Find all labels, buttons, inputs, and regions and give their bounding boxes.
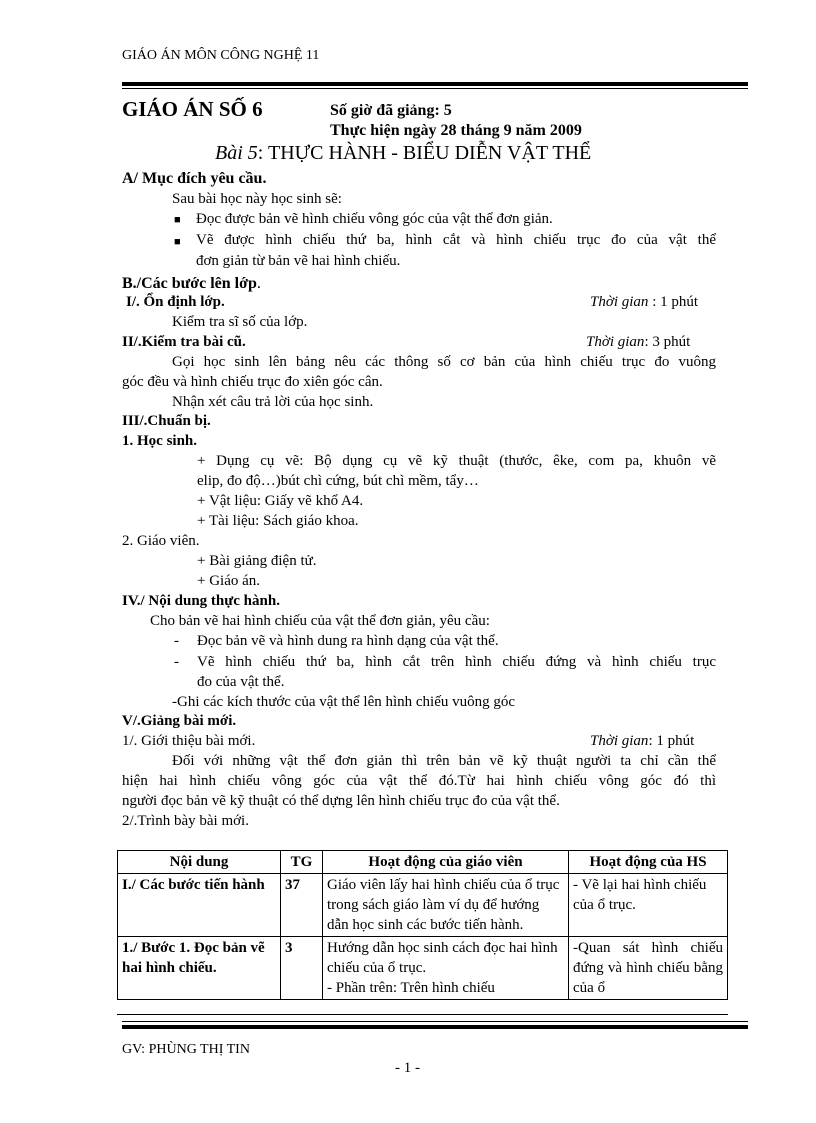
dash-icon: - (174, 654, 179, 670)
lesson-table (117, 850, 728, 1000)
col-header-student: Hoạt động của HS (569, 851, 728, 874)
course-header: GIÁO ÁN MÔN CÔNG NGHỆ 11 (122, 48, 320, 63)
bullet-icon: ■ (174, 214, 181, 226)
section-a-bullet-2: Vẽ được hình chiếu thứ ba, hình cắt và hình chiếu trục đo của vật thể (196, 232, 716, 248)
p4-item-2-cont: đo của vật thể. (197, 674, 285, 690)
table-clip (117, 850, 728, 1015)
p4-title: IV./ Nội dung thực hành. (122, 593, 280, 609)
p4-note: -Ghi các kích thước của vật thể lên hình chiếu vuông góc (172, 694, 516, 710)
p4-intro: Cho bản vẽ hai hình chiếu của vật thể đơn giản, yêu cầu: (150, 613, 490, 629)
p5-para-3: người đọc bản vẽ kỹ thuật có thể dựng lên hình chiếu trục đo của vật thể. (122, 793, 560, 809)
lesson-number: GIÁO ÁN SỐ 6 (122, 97, 263, 121)
section-a-bullet-2-cont: đơn giản từ bản vẽ hai hình chiếu. (196, 253, 401, 269)
lesson-title (215, 142, 591, 165)
row2-tg: 3 (281, 937, 323, 1000)
p5-time (590, 733, 694, 750)
p2-title: II/.Kiểm tra bài cũ. (122, 334, 246, 350)
p5-sub2: 2/.Trình bày bài mới. (122, 813, 249, 829)
p1-title: I/. Ổn định lớp. (126, 294, 225, 310)
lesson-title-text: : THỰC HÀNH - BIỂU DIỄN VẬT THỂ (257, 142, 592, 164)
p5-sub1: 1/. Giới thiệu bài mới. (122, 733, 256, 749)
teacher-item-1: + Bài giảng điện tử. (197, 553, 317, 569)
bullet-icon: ■ (174, 236, 181, 248)
section-b-heading (122, 275, 261, 293)
table-header-row (118, 851, 728, 874)
row2-student: -Quan sát hình chiếu đứng và hình chiếu bằng của ổ (569, 937, 728, 1000)
p2-time-label: Thời gian (586, 334, 645, 350)
row1-tg: 37 (281, 874, 323, 937)
teacher-item-2: + Giáo án. (197, 573, 261, 589)
table-row (118, 874, 728, 937)
footer-rule-thick (122, 1025, 748, 1029)
row2-teacher-line2: - Phần trên: Trên hình chiếu (327, 980, 495, 996)
section-b-heading-text: B./Các bước lên lớp (122, 275, 257, 292)
p2-time (586, 334, 690, 351)
header-rule-thick (122, 82, 748, 86)
p1-time-label: Thời gian (590, 294, 649, 310)
teacher-name: GV: PHÙNG THỊ TIN (122, 1042, 250, 1057)
students-item-1-cont: elip, đo độ…)bút chì cứng, bút chì mềm, tẩy… (197, 473, 479, 489)
p2-text-3: Nhận xét câu trả lời của học sinh. (172, 394, 374, 410)
p4-item-1: Đọc bản vẽ và hình dung ra hình dạng của vật thể. (197, 633, 499, 649)
p2-text-2: góc đều và hình chiếu trục đo xiên góc cân. (122, 374, 383, 390)
p5-para-2: hiện hai hình chiếu vông góc của vật thể đó.Từ hai hình chiếu vông góc đó thì (122, 773, 716, 789)
p1-time (590, 294, 698, 311)
lesson-date: Thực hiện ngày 28 tháng 9 năm 2009 (330, 122, 582, 139)
row1-content: I./ Các bước tiến hành (118, 874, 281, 937)
col-header-tg: TG (281, 851, 323, 874)
row2-content: 1./ Bước 1. Đọc bản vẽ hai hình chiếu. (118, 937, 281, 1000)
p5-time-value: : 1 phút (648, 733, 695, 749)
row1-student: - Vẽ lại hai hình chiếu của ổ trục. (569, 874, 728, 937)
table-row (118, 937, 728, 1000)
col-header-content: Nội dung (118, 851, 281, 874)
section-a-heading: A/ Mục đích yêu cầu. (122, 170, 267, 187)
p4-item-2: Vẽ hình chiếu thứ ba, hình cắt trên hình chiếu đứng và hình chiếu trục (197, 654, 716, 670)
dash-icon: - (174, 633, 179, 649)
p3-title: III/.Chuẩn bị. (122, 413, 211, 429)
p1-time-value: : 1 phút (648, 294, 699, 310)
row2-teacher (323, 937, 569, 1000)
row1-teacher: Giáo viên lấy hai hình chiếu của ổ trục trong sách giáo làm ví dụ để hướng dẫn học sinh các bước tiến hành. (323, 874, 569, 937)
students-item-3: + Tài liệu: Sách giáo khoa. (197, 513, 359, 529)
section-b-heading-dot: . (256, 275, 261, 292)
p1-text: Kiểm tra sĩ số của lớp. (172, 314, 308, 330)
hours-taught: Số giờ đã giảng: 5 (330, 102, 452, 119)
students-heading: 1. Học sinh. (122, 433, 198, 449)
p5-para-1: Đối với những vật thể đơn giản thì trên bản vẽ kỹ thuật người ta chỉ cần thể (172, 753, 716, 769)
p5-time-label: Thời gian (590, 733, 649, 749)
footer-rule-thin (122, 1021, 748, 1022)
row2-teacher-line1: Hướng dẫn học sinh cách đọc hai hình chiếu của ổ trục. (327, 940, 558, 976)
lesson-prefix: Bài 5 (215, 142, 258, 164)
students-item-1: + Dụng cụ vẽ: Bộ dụng cụ vẽ kỹ thuật (thước, êke, com pa, khuôn vẽ (197, 453, 716, 469)
students-item-2: + Vật liệu: Giấy vẽ khổ A4. (197, 493, 364, 509)
col-header-teacher: Hoạt động của giáo viên (323, 851, 569, 874)
p5-title: V/.Giảng bài mới. (122, 713, 237, 729)
section-a-bullet-1: Đọc được bản vẽ hình chiếu vông góc của vật thể đơn giản. (196, 211, 553, 227)
section-a-intro: Sau bài học này học sinh sẽ: (172, 191, 342, 207)
header-rule-thin (122, 88, 748, 89)
p2-time-value: : 3 phút (644, 334, 691, 350)
teacher-heading: 2. Giáo viên. (122, 533, 200, 549)
page-number: - 1 - (395, 1060, 420, 1076)
p2-text-1: Gọi học sinh lên bảng nêu các thông số cơ bản của hình chiếu trục đo vuông (172, 354, 716, 370)
